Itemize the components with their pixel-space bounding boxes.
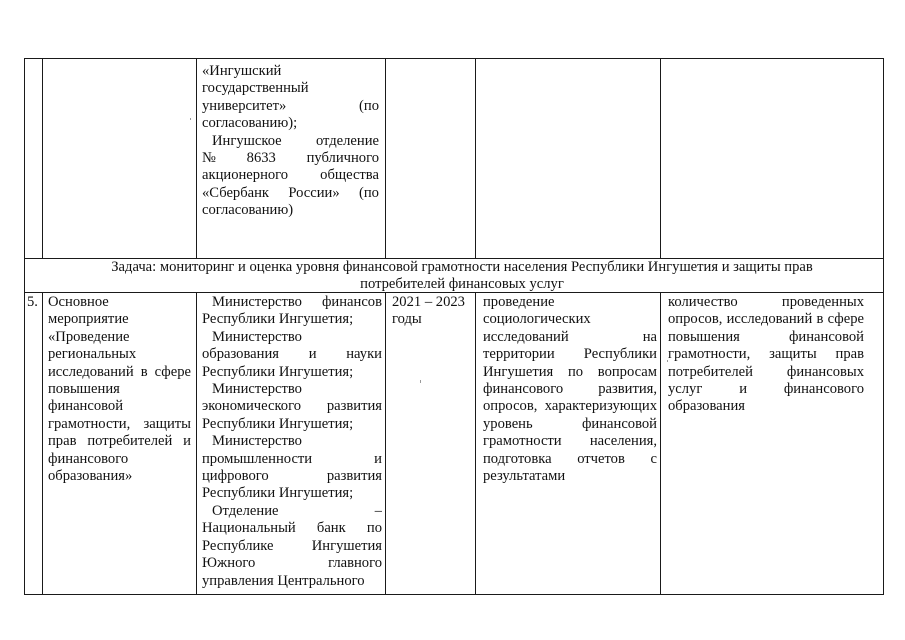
table-left-border — [24, 58, 25, 595]
table-bottom-border — [24, 594, 884, 595]
executor-line-part: № — [202, 150, 216, 167]
executor-item: Министерство промышленности и цифрового развития Республики Ингушетия; — [202, 433, 382, 502]
executor-line — [202, 98, 379, 115]
task-text-line-1: Задача: мониторинг и оценка уровня финансовой грамотности населения Республики Ингушетия и защиты прав — [111, 259, 813, 275]
executor-line: «Ингушский — [202, 63, 282, 79]
executors-cell — [202, 294, 382, 593]
executor-line: государственный — [202, 80, 309, 97]
executor-line-part: (по — [359, 184, 379, 201]
table-top-border — [24, 58, 884, 59]
executor-line-part: «Сбербанк — [202, 184, 270, 201]
scan-speck — [190, 118, 191, 120]
executor-line-part: общества — [320, 167, 379, 184]
executor-line — [202, 185, 379, 202]
col-divider-5-top — [660, 58, 661, 258]
executor-line: согласованию); — [202, 115, 298, 132]
measure-cell: Основное мероприятие «Проведение региональных исследований в сфере повышения финансовой грамотности, защиты прав потребителей и финансового образования» — [48, 294, 191, 485]
period-years: 2021 – 2023 — [392, 294, 465, 310]
executor-item: Отделение – Национальный банк по Республике Ингушетия Южного главного управления Центрального — [202, 502, 382, 589]
indicator-cell: количество проведенных опросов, исследований в сфере повышения финансовой грамотности, защиты прав потребителей финансовых услуг и финансового образования — [668, 294, 864, 415]
executor-line — [202, 167, 379, 184]
period-cell — [392, 294, 474, 329]
col-divider-1-top — [42, 58, 43, 258]
executor-line-part: акционерного — [202, 167, 289, 184]
col-divider-3-top — [385, 58, 386, 258]
col-divider-5-bottom — [660, 292, 661, 594]
col-divider-4-top — [475, 58, 476, 258]
result-cell: проведение социологических исследований на территории Республики Ингушетия по вопросам финансового развития, опросов, характеризующих уровень финансовой грамотности населения, подготовка отчетов с результатами — [483, 294, 657, 485]
col-divider-1-bottom — [42, 292, 43, 594]
executor-item: Министерство образования и науки Республики Ингушетия; — [202, 328, 382, 380]
scan-speck — [420, 380, 421, 383]
col-divider-3-bottom — [385, 292, 386, 594]
row5-top-border — [24, 292, 884, 293]
continued-executors-cell — [202, 63, 379, 220]
executor-item: Министерство экономического развития Республики Ингушетия; — [202, 381, 382, 432]
executor-line-part: университет» — [202, 97, 287, 114]
task-text-line-2: потребителей финансовых услуг — [360, 275, 564, 292]
col-divider-2-bottom — [196, 292, 197, 594]
col-divider-4-bottom — [475, 292, 476, 594]
period-unit: годы — [392, 311, 422, 328]
executor-line-part: отделение — [315, 132, 379, 149]
table-right-border — [883, 58, 884, 595]
executor-line-part: (по — [359, 97, 379, 114]
executor-line — [202, 133, 379, 150]
executor-line-part: 8633 — [246, 150, 276, 167]
executor-line-part: России» — [288, 184, 340, 201]
executor-line-part: публичного — [306, 150, 379, 167]
executor-line: согласованию) — [202, 202, 294, 219]
row-number: 5. — [27, 294, 38, 310]
executor-line — [202, 150, 379, 167]
executor-item: Министерство финансов Республики Ингушетия; — [202, 294, 382, 328]
task-row — [44, 259, 880, 292]
executor-line-part: Ингушское — [212, 132, 282, 149]
col-divider-2-top — [196, 58, 197, 258]
